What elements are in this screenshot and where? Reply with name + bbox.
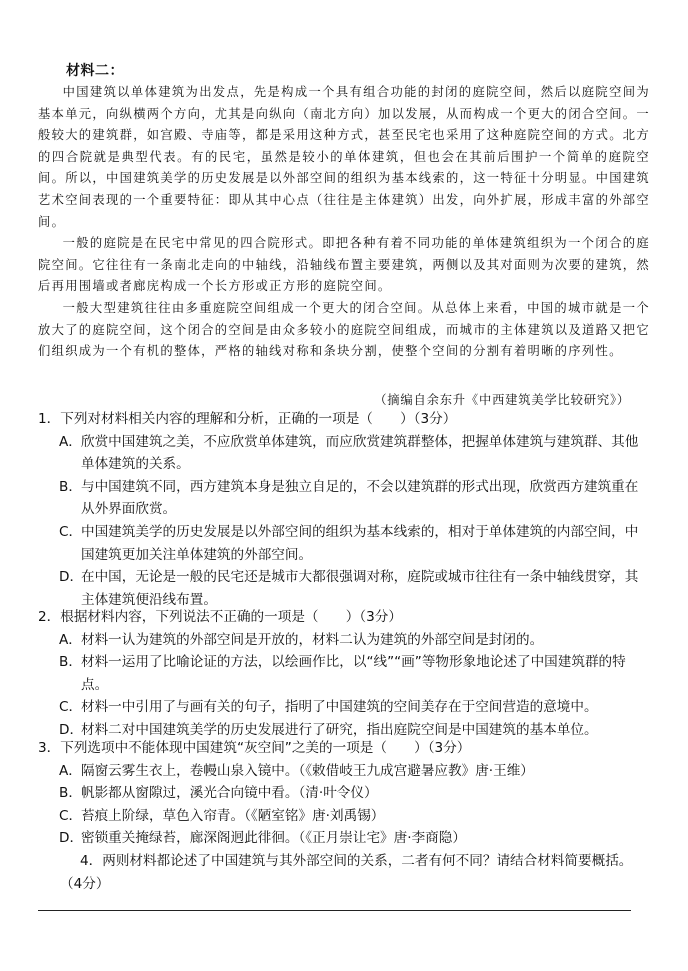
material-body bbox=[38, 82, 650, 363]
option-c[interactable] bbox=[38, 521, 650, 566]
option-label: D． bbox=[59, 721, 84, 738]
option-d[interactable] bbox=[38, 566, 650, 611]
question-4 bbox=[38, 850, 650, 895]
question-1 bbox=[38, 408, 650, 611]
question-points: （4分） bbox=[60, 875, 110, 892]
option-text: 中国建筑美学的历史发展是以外部空间的组织为基本线索的，相对于单体建筑的内部空间，中国建筑更加关注单体建筑的外部空间。 bbox=[81, 523, 639, 563]
option-label: D． bbox=[59, 569, 84, 586]
option-label: A． bbox=[59, 631, 82, 648]
question-stem: 3．下列选项中不能体现中国建筑“灰空间”之美的一项是（ ）（3分） bbox=[38, 740, 471, 756]
option-label: A． bbox=[59, 433, 82, 450]
option-label: C． bbox=[59, 807, 83, 824]
option-label: B． bbox=[59, 654, 82, 671]
footer-divider bbox=[38, 910, 631, 911]
material-paragraph: 中国建筑以单体建筑为出发点，先是构成一个具有组合功能的封闭的庭院空间，然后以庭院空间为基本单元，向纵横两个方向，尤其是向纵向（南北方向）加以发展，从而构成一个更大的闭合空间。一般较大的建筑群，如宫殿、寺庙等，都是采用这种方式，甚至民宅也采用了这种庭院空间的方式。北方的四合院就是典型代表。有的民宅，虽然是较小的单体建筑，但也会在其前后围护一个简单的庭院空间。所以，中国建筑美学的历史发展是以外部空间的组织为基本线索的，这一特征十分明显。中国建筑艺术空间表现的一个重要特征：即从其中心点（往往是主体建筑）出发，向外扩展，形成丰富的外部空间。 bbox=[38, 85, 650, 229]
question-2 bbox=[38, 606, 650, 742]
option-text: 隔窗云雾生衣上，卷幔山泉入镜中。（《敕借岐王九成宫避暑应教》唐·王维） bbox=[81, 762, 534, 779]
option-c[interactable] bbox=[38, 696, 650, 719]
option-label: C． bbox=[59, 523, 83, 540]
question-stem: 2．根据材料内容，下列说法不正确的一项是（ ）（3分） bbox=[38, 609, 402, 625]
option-text: 材料二对中国建筑美学的历史发展进行了研究，指出庭院空间是中国建筑的基本单位。 bbox=[81, 721, 598, 738]
material-source: （摘编自余东升《中西建筑美学比较研究》） bbox=[374, 393, 630, 407]
option-text: 材料一中引用了与画有关的句子，指明了中国建筑的空间美存在于空间营造的意境中。 bbox=[81, 699, 598, 716]
option-text: 帆影都从窗隙过，溪光合向镜中看。（清·叶令仪） bbox=[81, 785, 378, 802]
option-c[interactable] bbox=[38, 805, 650, 828]
option-d[interactable] bbox=[38, 827, 650, 850]
option-a[interactable] bbox=[38, 760, 650, 783]
material-heading: 材料二： bbox=[66, 63, 124, 79]
option-label: D． bbox=[59, 830, 84, 847]
option-b[interactable] bbox=[38, 476, 650, 521]
option-text: 在中国，无论是一般的民宅还是城市大都很强调对称，庭院或城市往往有一条中轴线贯穿，其主体建筑便沿线布置。 bbox=[81, 569, 639, 608]
question-3 bbox=[38, 737, 650, 850]
question-stem: 1．下列对材料相关内容的理解和分析，正确的一项是（ ）（3分） bbox=[38, 411, 457, 427]
option-text: 欣赏中国建筑之美，不应欣赏单体建筑，而应欣赏建筑群整体，把握单体建筑与建筑群、其他单体建筑的关系。 bbox=[81, 433, 639, 473]
option-b[interactable] bbox=[38, 782, 650, 805]
option-text: 材料一运用了比喻论证的方法，以绘画作比，以“线”“画”等物形象地论述了中国建筑群的特点。 bbox=[81, 654, 626, 693]
question-stem: 4．两则材料都论述了中国建筑与其外部空间的关系，二者有何不同？请结合材料简要概括。 bbox=[80, 853, 633, 869]
option-label: B． bbox=[59, 478, 82, 495]
option-a[interactable] bbox=[38, 431, 650, 476]
material-paragraph: 一般的庭院是在民宅中常见的四合院形式。即把各种有着不同功能的单体建筑组织为一个闭合的庭院空间。它往往有一条南北走向的中轴线，沿轴线布置主要建筑，两侧以及其对面则为次要的建筑，然后再用围墙或者廊庑构成一个长方形或正方形的庭院空间。 bbox=[38, 236, 650, 294]
option-label: C． bbox=[59, 699, 83, 716]
option-label: B． bbox=[59, 785, 82, 802]
option-label: A． bbox=[59, 762, 82, 779]
option-text: 材料一认为建筑的外部空间是开放的，材料二认为建筑的外部空间是封闭的。 bbox=[81, 631, 544, 648]
option-text: 苔痕上阶绿，草色入帘青。（《陋室铭》唐·刘禹锡） bbox=[81, 807, 385, 824]
option-text: 密锁重关掩绿苔，廊深阁迥此徘徊。（《正月崇让宅》唐·李商隐） bbox=[81, 830, 466, 847]
option-b[interactable] bbox=[38, 651, 650, 696]
option-text: 与中国建筑不同，西方建筑本身是独立自足的，不会以建筑群的形式出现，欣赏西方建筑重在从外界面欣赏。 bbox=[81, 478, 639, 518]
option-a[interactable] bbox=[38, 629, 650, 652]
material-paragraph: 一般大型建筑往往由多重庭院空间组成一个更大的闭合空间。从总体上来看，中国的城市就是一个放大了的庭院空间，这个闭合的空间是由众多较小的庭院空间组成，而城市的主体建筑以及道路又把它们组织成为一个有机的整体，严格的轴线对称和条块分割，使整个空间的分割有着明晰的序列性。 bbox=[38, 300, 650, 359]
